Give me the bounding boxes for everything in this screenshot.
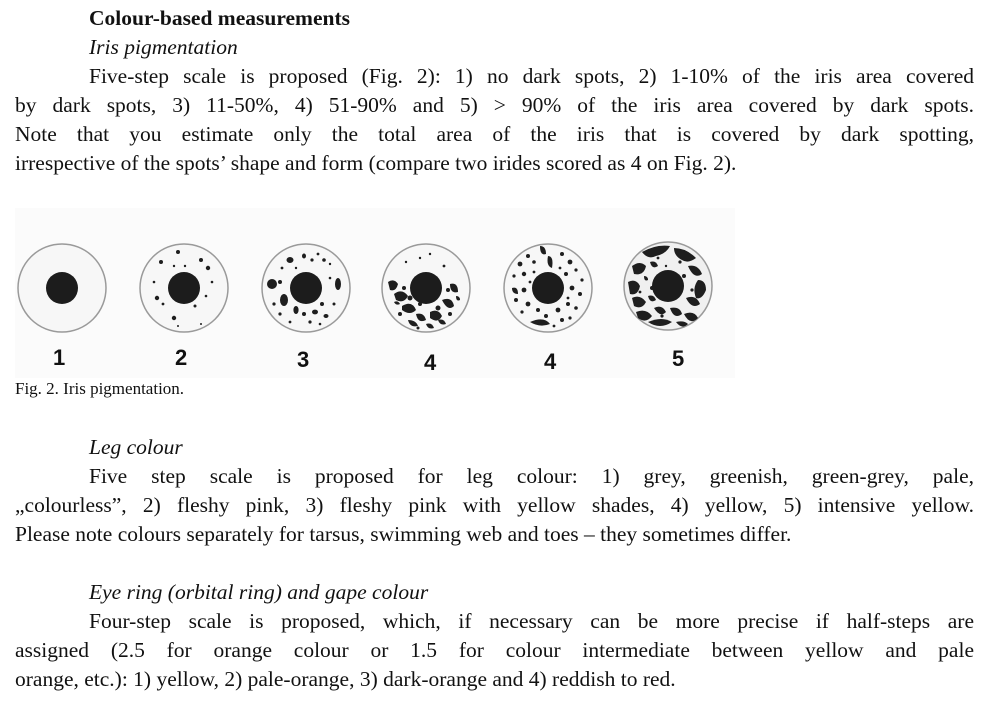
eyering-paragraph-line: orange, etc.): 1) yellow, 2) pale-orange, 3) dark-orange and 4) reddish to red.	[15, 667, 676, 691]
leg-paragraph-line: „colourless”, 2) fleshy pink, 3) fleshy pink with yellow shades, 4) yellow, 5) intensive yellow.	[15, 493, 974, 517]
iris-score-4b-image	[502, 238, 594, 338]
iris-subheading: Iris pigmentation	[89, 35, 238, 59]
eyering-subheading: Eye ring (orbital ring) and gape colour	[89, 580, 429, 604]
figure-caption: Fig. 2. Iris pigmentation.	[15, 379, 185, 398]
iris-score-4a-image	[380, 238, 472, 338]
leg-paragraph-line: Please note colours separately for tarsus, swimming web and toes – they sometimes differ.	[15, 522, 792, 546]
iris-paragraph-line: irrespective of the spots’ shape and form (compare two irides scored as 4 on Fig. 2).	[15, 151, 737, 175]
iris-score-label: 3	[297, 347, 310, 372]
eyering-paragraph-line: assigned (2.5 for orange colour or 1.5 for colour intermediate between yellow and pale	[15, 638, 974, 662]
iris-score-label: 1	[53, 345, 66, 370]
iris-paragraph-line: by dark spots, 3) 11-50%, 4) 51-90% and 5) > 90% of the iris area covered by dark spots.	[15, 93, 974, 117]
leg-paragraph-line: Five step scale is proposed for leg colour: 1) grey, greenish, green-grey, pale,	[89, 464, 974, 488]
iris-paragraph-line: Note that you estimate only the total area of the iris that is covered by dark spotting,	[15, 122, 974, 146]
iris-score-label: 5	[672, 346, 685, 371]
iris-pigmentation-figure	[15, 208, 735, 378]
iris-score-label: 2	[175, 345, 188, 370]
leg-subheading: Leg colour	[89, 435, 183, 459]
eyering-paragraph-line: Four-step scale is proposed, which, if necessary can be more precise if half-steps are	[89, 609, 974, 633]
iris-paragraph-line: Five-step scale is proposed (Fig. 2): 1) no dark spots, 2) 1-10% of the iris area covered	[89, 64, 974, 88]
iris-score-3-image	[260, 238, 352, 338]
section-heading: Colour-based measurements	[89, 6, 350, 30]
iris-score-1-image	[16, 238, 108, 338]
iris-score-2-image	[138, 238, 230, 338]
iris-score-label: 4	[424, 350, 437, 375]
iris-score-5-image	[622, 236, 714, 336]
iris-score-label: 4	[544, 349, 557, 374]
